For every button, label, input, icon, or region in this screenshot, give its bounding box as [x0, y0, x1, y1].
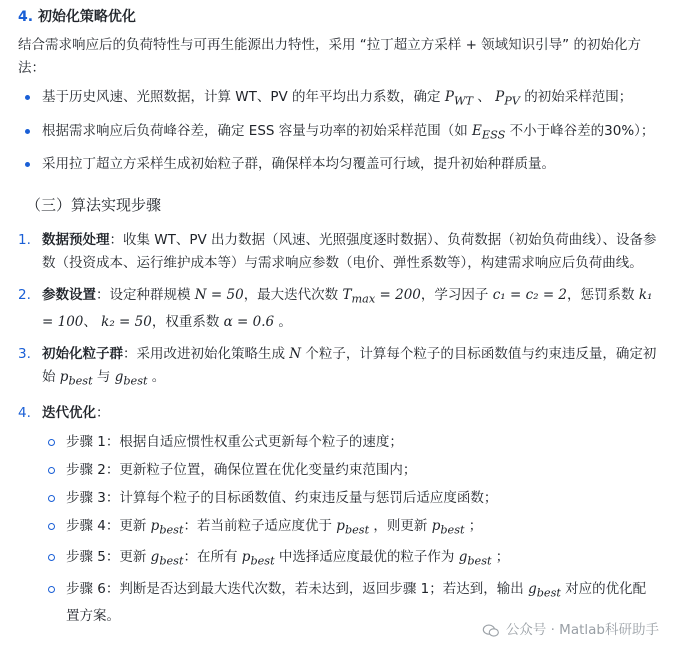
list-item: 步骤 1：根据自适应惯性权重公式更新每个粒子的速度；: [42, 431, 658, 454]
list-item: 采用拉丁超立方采样生成初始粒子群，确保样本均匀覆盖可行域，提升初始种群质量。: [18, 153, 658, 176]
list-item: 步骤 2：更新粒子位置，确保位置在优化变量约束范围内；: [42, 459, 658, 482]
wechat-icon: [482, 624, 500, 638]
section-4-intro: 结合需求响应后的负荷特性与可再生能源出力特性，采用 “拉丁超立方采样 + 领域知识引导” 的初始化方法：: [18, 37, 641, 76]
list-item: 2. 参数设置：设定种群规模 N = 50，最大迭代次数 $T_{max} = 200$，学习因子 c₁ = c₂ = 2，惩罚系数 k₁ = 100、 k₂ = 50，权重系数 α = 0.6 。: [18, 287, 653, 331]
list-item: 步骤 6：判断是否达到最大迭代次数，若未达到，返回步骤 1；若达到，输出 $g_{best}$ 对应的优化配置方案。: [42, 578, 658, 628]
list-item: 步骤 4：更新 $p_{best}$：若当前粒子适应度优于 $p_{best}$ ，则更新 $p_{best}$ ；: [42, 515, 658, 542]
substeps-list: [42, 431, 658, 628]
watermark: 公众号 · Matlab科研助手: [482, 619, 659, 642]
section-3-heading: （三）算法实现步骤: [26, 196, 162, 215]
list-item: 步骤 3：计算每个粒子的目标函数值、约束违反量与惩罚后适应度函数；: [42, 487, 658, 510]
list-item: 根据需求响应后负荷峰谷差，确定 ESS 容量与功率的初始采样范围（如 $E_{ESS}$ 不小于峰谷差的30%）；: [18, 120, 658, 147]
list-item: 4. 迭代优化： 步骤 1：根据自适应惯性权重公式更新每个粒子的速度； 步骤 2：更新粒子位置，确保位置在优化变量约束范围内； 步骤 3：计算每个粒子的目标函数值、约束违反量与惩罚后适应度函数； 步骤 4：更新 $p_{best}$：若当前粒子适应度优于 $p_{best}$ ，则更新 $p_{best}$ ； 步骤 5：更新 $g_{best}$：在所有 $p_{best}$ 中选择适应度最优的粒子作为 $g_{best}$ ； 步骤 6：判断是否达到最大迭代次数，若未达到，返回步骤 1；若达到，输出 $g_{best}$ 对应的优化配置方案。: [18, 402, 658, 628]
list-item: 1. 数据预处理：收集 WT、PV 出力数据（风速、光照强度逐时数据）、负荷数据（初始负荷曲线）、设备参数（投资成本、运行维护成本等）与需求响应参数（电价、弹性系数等），构建需求响应后负荷曲线。: [18, 232, 657, 272]
section-4-heading: 4. 初始化策略优化: [18, 9, 136, 25]
article-content: [18, 6, 658, 637]
list-item: 基于历史风速、光照数据，计算 WT、PV 的年平均出力系数，确定 $P_{WT}$ 、 $P_{PV}$ 的初始采样范围；: [18, 86, 658, 113]
list-item: 步骤 5：更新 $g_{best}$：在所有 $p_{best}$ 中选择适应度最优的粒子作为 $g_{best}$ ；: [42, 546, 658, 573]
steps-list: [18, 229, 658, 627]
section-4-bullets: [18, 86, 658, 176]
list-item: 3. 初始化粒子群：采用改进初始化策略生成 N 个粒子，计算每个粒子的目标函数值与约束违反量，确定初始 $p_{best}$ 与 $g_{best}$ 。: [18, 346, 657, 388]
